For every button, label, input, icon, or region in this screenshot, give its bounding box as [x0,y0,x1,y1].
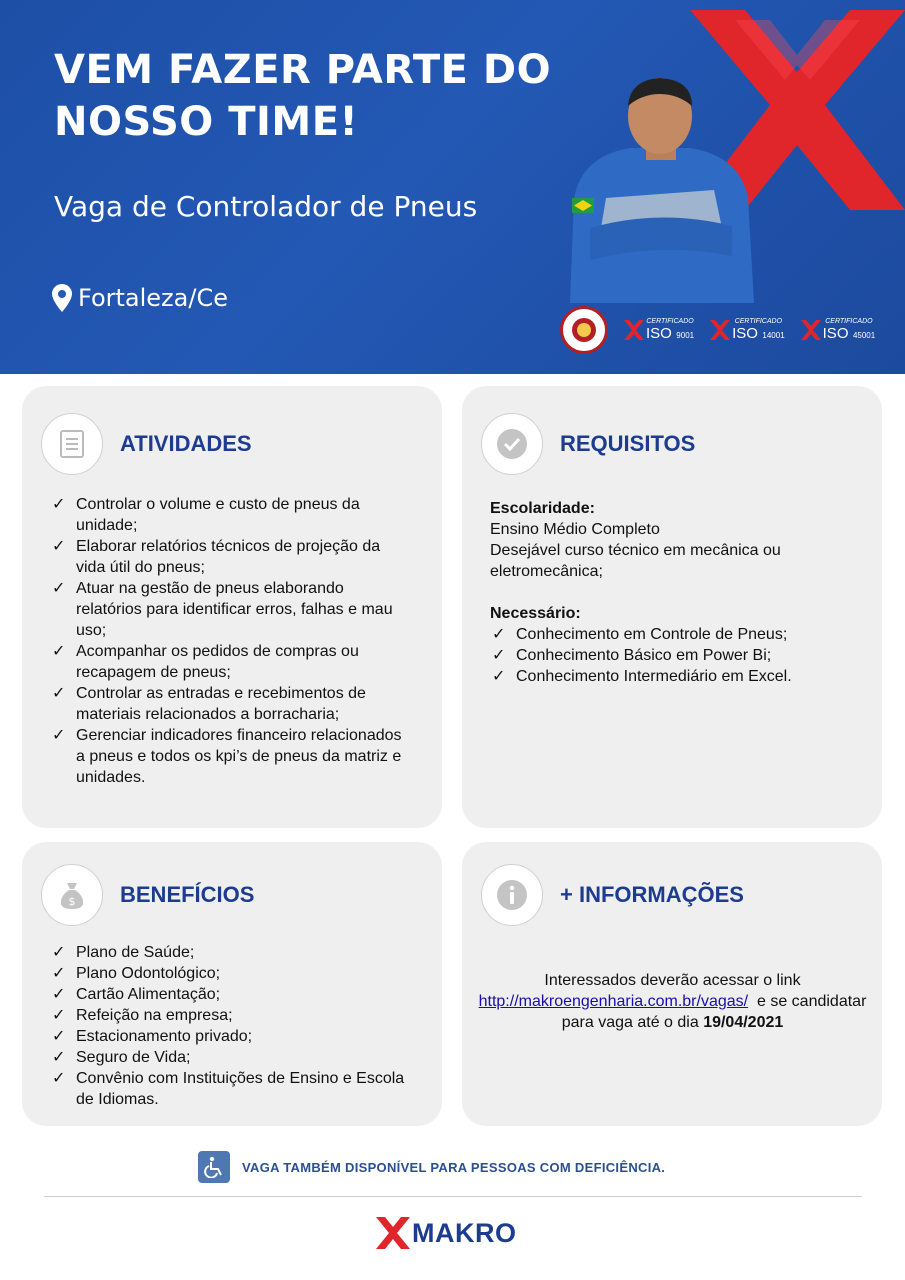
list-item: ✓ Gerenciar indicadores financeiro relacionados a pneus e todos os kpi’s de pneus da matriz e unidades. [50,725,412,788]
accessibility-text: VAGA TAMBÉM DISPONÍVEL PARA PESSOAS COM DEFICIÊNCIA. [242,1159,666,1175]
headline [54,44,551,148]
cert-name: ISO [822,324,849,342]
logo-text: MAKRO [412,1217,517,1248]
list-item: ✓ Cartão Alimentação; [50,984,412,1005]
cert-number: 14001 [762,330,785,340]
list-item: ✓ Seguro de Vida; [50,1047,412,1068]
award-seal-icon [560,306,608,354]
cert-tag: CERTIFICADO [825,317,873,325]
list-item: ✓ Controlar o volume e custo de pneus da unidade; [50,494,412,536]
hero-banner [0,0,905,374]
map-pin-icon [52,284,72,312]
informacoes-content [470,970,875,1033]
location [52,284,228,312]
beneficios-list [50,942,412,1110]
cert-x-icon [710,320,730,340]
list-item: ✓ Refeição na empresa; [50,1005,412,1026]
wheelchair-icon [198,1151,230,1183]
certifications-row [560,306,875,354]
cert-name: ISO [732,324,758,342]
careers-link[interactable]: http://makroengenharia.com.br/vagas/ [478,993,749,1010]
document-icon [41,413,103,475]
job-title: Vaga de Controlador de Pneus [54,190,478,223]
escolaridade-label: Escolaridade: [490,500,595,517]
list-item: ✓ Controlar as entradas e recebimentos de materiais relacionados a borracharia; [50,683,412,725]
headline-line-1: VEM FAZER PARTE DO [54,47,552,93]
footer-divider [44,1196,862,1197]
svg-text:$: $ [68,895,76,908]
makro-x-icon [376,1217,410,1249]
necessario-label: Necessário: [490,605,581,622]
info-icon [481,864,543,926]
info-text-after: e se candidatar para vaga até o dia [561,993,867,1031]
atividades-title: ATIVIDADES [120,431,252,456]
requisitos-title: REQUISITOS [560,431,696,456]
money-bag-icon [41,864,103,926]
cert-x-icon [801,320,821,340]
deadline-date: 19/04/2021 [703,1014,784,1031]
accessibility-note [198,1151,665,1183]
necessario-list [490,624,840,687]
atividades-list [50,494,412,788]
makro-logo [376,1217,517,1249]
cert-name: ISO [646,324,672,342]
cert-x-icon [624,320,644,340]
escolaridade-line: Desejável curso técnico em mecânica ou eletromecânica; [490,542,781,580]
info-text-before: Interessados deverão acessar o link [544,972,801,989]
escolaridade-line: Ensino Médio Completo [490,521,660,538]
cert-iso-9001 [624,318,694,343]
cert-iso-14001 [710,318,785,343]
cert-number: 45001 [852,330,876,340]
list-item: ✓ Acompanhar os pedidos de compras ou recapagem de pneus; [50,641,412,683]
headline-line-2: NOSSO TIME! [54,99,359,145]
list-item: ✓ Elaborar relatórios técnicos de projeção da vida útil do pneus; [50,536,412,578]
cert-tag: CERTIFICADO [646,317,694,325]
list-item: ✓ Conhecimento Básico em Power Bi; [490,645,840,666]
cert-iso-45001 [801,318,876,343]
list-item: ✓ Estacionamento privado; [50,1026,412,1047]
beneficios-card [22,842,442,1126]
cert-number: 9001 [676,330,695,340]
list-item: ✓ Plano de Saúde; [50,942,412,963]
list-item: ✓ Conhecimento em Controle de Pneus; [490,624,840,645]
cert-tag: CERTIFICADO [734,317,783,325]
list-item: ✓ Plano Odontológico; [50,963,412,984]
list-item: ✓ Conhecimento Intermediário em Excel. [490,666,840,687]
location-label: Fortaleza/Ce [78,284,228,312]
list-item: ✓ Atuar na gestão de pneus elaborando relatórios para identificar erros, falhas e mau uso; [50,578,412,641]
requisitos-content [490,498,840,687]
beneficios-title: BENEFÍCIOS [120,882,255,907]
atividades-card [22,386,442,828]
list-item: ✓ Convênio com Instituições de Ensino e Escola de Idiomas. [50,1068,412,1110]
checkmark-icon [481,413,543,475]
informacoes-title: + INFORMAÇÕES [560,882,744,907]
employee-photo [560,78,760,303]
